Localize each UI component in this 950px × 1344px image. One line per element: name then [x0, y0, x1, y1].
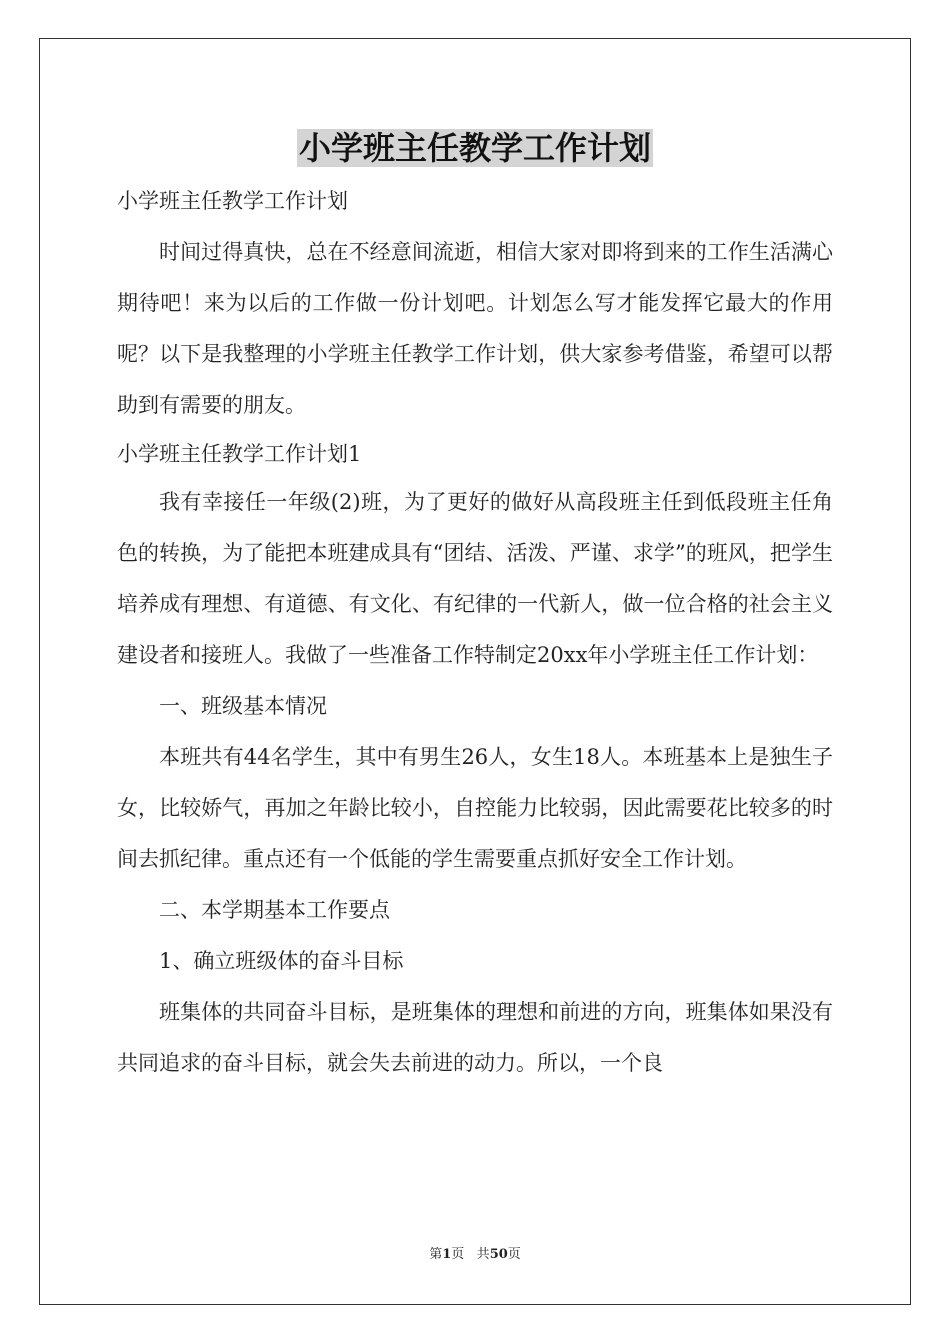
section-heading: 小学班主任教学工作计划 [117, 189, 348, 213]
footer-total-suffix: 页 [507, 1247, 521, 1262]
subheading: 二、本学期基本工作要点 [159, 898, 390, 922]
footer-page-number: 1 [442, 1247, 452, 1262]
plan-heading: 小学班主任教学工作计划1 [117, 442, 362, 466]
body-paragraph: 班集体的共同奋斗目标，是班集体的理想和前进的方向，班集体如果没有共同追求的奋斗目标，就会失去前进的动力。所以，一个良 [117, 1000, 833, 1075]
footer-page-suffix: 页 [451, 1247, 465, 1262]
subheading: 1、确立班级体的奋斗目标 [159, 949, 404, 973]
footer-page-prefix: 第 [429, 1247, 443, 1262]
document-title-text: 小学班主任教学工作计划 [298, 129, 651, 167]
intro-paragraph: 时间过得真快，总在不经意间流逝，相信大家对即将到来的工作生活满心期待吧！来为以后的工作做一份计划吧。计划怎么写才能发挥它最大的作用呢？以下是我整理的小学班主任教学工作计划，供大家参考借鉴，希望可以帮助到有需要的朋友。 [117, 240, 833, 417]
document-body [117, 176, 833, 1089]
footer-total-prefix: 共 [476, 1247, 490, 1262]
footer-total-pages: 50 [489, 1247, 508, 1262]
subheading: 一、班级基本情况 [159, 694, 327, 718]
body-paragraph: 我有幸接任一年级(2)班，为了更好的做好从高段班主任到低段班主任角色的转换，为了能把本班建成具有“团结、活泼、严谨、求学”的班风，把学生培养成有理想、有道德、有文化、有纪律的一代新人，做一位合格的社会主义建设者和接班人。我做了一些准备工作特制定20xx年小学班主任工作计划： [117, 490, 833, 667]
page-footer [0, 1243, 950, 1262]
document-title [0, 124, 950, 172]
body-paragraph: 本班共有44名学生，其中有男生26人，女生18人。本班基本上是独生子女，比较娇气，再加之年龄比较小，自控能力比较弱，因此需要花比较多的时间去抓纪律。重点还有一个低能的学生需要重点抓好安全工作计划。 [117, 745, 833, 871]
